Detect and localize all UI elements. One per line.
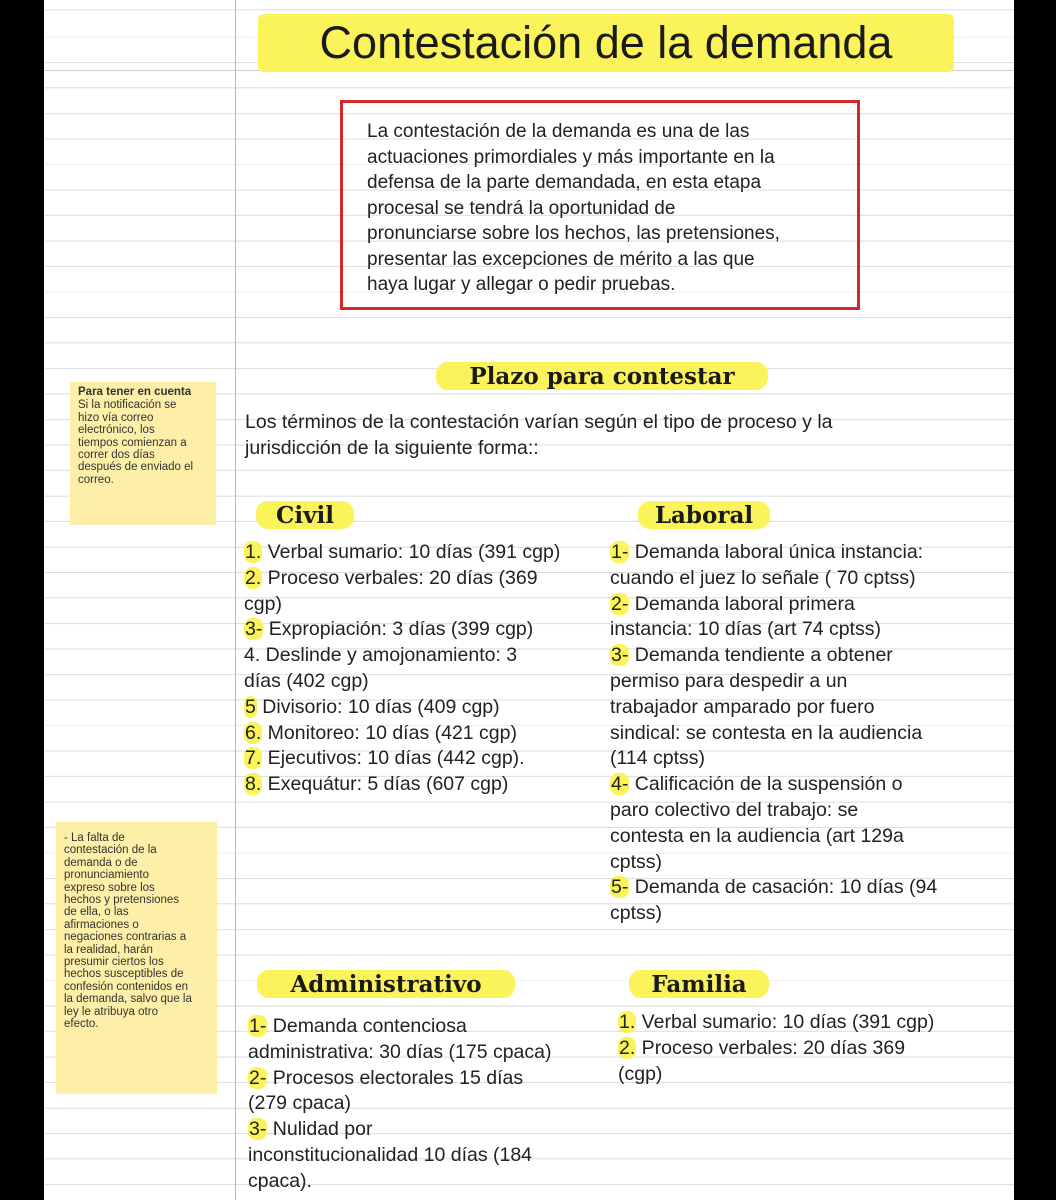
intro-line: defensa de la parte demandada, en esta etapa — [367, 172, 762, 193]
list-item — [248, 1117, 618, 1143]
item-text: Exequátur: 5 días (607 cgp) — [262, 773, 509, 796]
note-title: Para tener en cuenta — [78, 386, 192, 398]
item-text: instancia: 10 días (art 74 cptss) — [610, 618, 881, 641]
item-text: Verbal sumario: 10 días (391 cgp) — [262, 541, 561, 563]
item-text: Divisorio: 10 días (409 cgp) — [256, 695, 500, 718]
list-item — [244, 592, 614, 618]
note-line: electrónico, los — [78, 424, 155, 437]
item-text: contesta en la audiencia (art 129a — [610, 824, 904, 847]
item-text: Demanda de casación: 10 días (94 — [629, 876, 938, 899]
list-item — [248, 1040, 618, 1066]
item-number: 3- — [245, 618, 263, 641]
item-text: Expropiación: 3 días (399 cgp) — [263, 618, 534, 641]
item-number: 8. — [245, 773, 262, 796]
item-text: cgp) — [244, 592, 282, 615]
plazo-heading: Plazo para contestar — [436, 362, 768, 390]
item-text: Demanda tendiente a obtener — [629, 644, 893, 667]
notebook-page — [44, 0, 1014, 1200]
item-text: 4. Deslinde y amojonamiento: 3 — [244, 644, 518, 667]
familia-heading: Familia — [629, 970, 769, 998]
note-line: afirmaciones o — [64, 918, 139, 931]
item-text: permiso para despedir a un — [610, 669, 848, 692]
list-item — [610, 875, 1010, 901]
intro-line: actuaciones primordiales y más importante en la — [367, 146, 775, 168]
list-item — [244, 721, 614, 747]
item-text: cpaca). — [248, 1169, 312, 1192]
familia-list — [618, 1010, 1008, 1087]
list-item — [248, 1169, 618, 1195]
intro-line: presentar las excepciones de mérito a las que — [367, 248, 755, 270]
item-text: Monitoreo: 10 días (421 cgp) — [262, 721, 517, 744]
note-line: la demanda, salvo que la — [64, 993, 192, 1006]
list-item — [618, 1062, 1008, 1088]
list-item — [248, 1066, 618, 1092]
note-line: hizo vía correo — [78, 411, 154, 424]
item-text: Demanda laboral única instancia: — [629, 541, 924, 563]
intro-box — [340, 100, 860, 310]
item-number: 3- — [249, 1118, 267, 1141]
list-item — [610, 824, 1010, 850]
note-line: negaciones contrarias a — [64, 931, 187, 944]
laboral-heading: Laboral — [638, 501, 770, 529]
item-text: Ejecutivos: 10 días (442 cgp). — [262, 747, 525, 770]
list-item — [244, 540, 614, 566]
civil-heading: Civil — [256, 501, 354, 529]
item-text: Demanda contenciosa — [267, 1015, 467, 1037]
note-line: hechos susceptibles de — [64, 968, 184, 981]
intro-line: pronunciarse sobre los hechos, las pretensiones, — [367, 223, 780, 244]
item-text: Demanda laboral primera — [629, 592, 855, 615]
list-item — [610, 798, 1010, 824]
list-item — [248, 1091, 618, 1117]
margin-line — [235, 0, 236, 1200]
item-text: Calificación de la suspensión o — [629, 773, 903, 796]
note-line: confesión contenidos en — [64, 980, 189, 993]
item-number: 5 — [245, 695, 256, 718]
list-item — [244, 695, 614, 721]
item-number: 2. — [619, 1036, 636, 1059]
list-item — [610, 643, 1010, 669]
item-text: (cgp) — [618, 1062, 663, 1085]
plazo-text — [245, 410, 1005, 461]
item-text: días (402 cgp) — [244, 669, 369, 692]
list-item — [244, 772, 614, 798]
item-number: 1. — [619, 1011, 636, 1033]
item-text: paro colectivo del trabajo: se — [610, 798, 859, 821]
item-text: (279 cpaca) — [248, 1092, 351, 1115]
item-text: cuando el juez lo señale ( 70 cptss) — [610, 566, 916, 589]
page-title: Contestación de la demanda — [258, 14, 954, 72]
list-item — [610, 592, 1010, 618]
item-text: Proceso verbales: 20 días 369 — [636, 1036, 906, 1059]
list-item — [244, 746, 614, 772]
item-text: cptss) — [610, 850, 663, 873]
item-text: administrativa: 30 días (175 cpaca) — [248, 1040, 552, 1063]
note-line: Si la notificación se — [78, 399, 177, 412]
item-number: 1- — [611, 541, 629, 563]
list-item — [610, 566, 1010, 592]
note-line: después de enviado el — [78, 461, 194, 474]
item-number: 5- — [611, 876, 629, 899]
list-item — [618, 1036, 1008, 1062]
intro-line: La contestación de la demanda es una de las — [367, 121, 750, 142]
item-text: inconstitucionalidad 10 días (184 — [248, 1143, 533, 1166]
note-line: la realidad, harán — [64, 943, 153, 956]
item-text: Verbal sumario: 10 días (391 cgp) — [636, 1011, 935, 1033]
item-number: 6. — [245, 721, 262, 744]
note-line: de ella, o las — [64, 906, 129, 919]
item-text: Nulidad por — [267, 1118, 373, 1141]
note-line: presumir ciertos los — [64, 956, 164, 969]
civil-list — [244, 540, 614, 798]
list-item — [610, 901, 1010, 927]
list-item — [244, 617, 614, 643]
item-text: Proceso verbales: 20 días (369 — [262, 566, 538, 589]
item-text: cptss) — [610, 902, 663, 925]
side-note-tip — [70, 382, 216, 525]
list-item — [610, 669, 1010, 695]
administrativo-list — [248, 1014, 618, 1195]
list-item — [244, 566, 614, 592]
list-item — [248, 1014, 618, 1040]
note-line: - La falta de — [64, 832, 125, 844]
list-item — [610, 617, 1010, 643]
item-number: 4- — [611, 773, 629, 796]
item-number: 2- — [249, 1066, 267, 1089]
item-number: 1. — [245, 541, 262, 563]
laboral-list — [610, 540, 1010, 927]
item-text: trabajador amparado por fuero — [610, 695, 875, 718]
item-text: (114 cptss) — [610, 747, 706, 770]
list-item — [610, 540, 1010, 566]
note-line: pronunciamiento — [64, 869, 150, 882]
list-item — [610, 695, 1010, 721]
list-item — [244, 643, 614, 669]
side-note-falta — [56, 822, 217, 1094]
item-number: 3- — [611, 644, 629, 667]
item-text: Procesos electorales 15 días — [267, 1066, 524, 1089]
note-line: correr dos días — [78, 449, 155, 462]
list-item — [610, 746, 1010, 772]
note-line: contestación de la — [64, 844, 157, 857]
intro-line: haya lugar y allegar o pedir pruebas. — [367, 274, 676, 295]
administrativo-heading: Administrativo — [257, 970, 515, 998]
item-number: 2. — [245, 566, 262, 589]
item-number: 2- — [611, 592, 629, 615]
list-item — [618, 1010, 1008, 1036]
note-line: demanda o de — [64, 856, 138, 869]
item-number: 7. — [245, 747, 262, 770]
plazo-line: jurisdicción de la siguiente forma:: — [245, 436, 539, 459]
list-item — [610, 721, 1010, 747]
item-number: 1- — [249, 1015, 267, 1037]
list-item — [244, 669, 614, 695]
list-item — [248, 1143, 618, 1169]
note-line: ley le atribuya otro — [64, 1005, 158, 1018]
list-item — [610, 850, 1010, 876]
list-item — [610, 772, 1010, 798]
note-line: hechos y pretensiones — [64, 894, 180, 907]
note-line: correo. — [78, 473, 114, 486]
note-line: tiempos comienzan a — [78, 436, 187, 449]
note-line: efecto. — [64, 1018, 99, 1031]
intro-line: procesal se tendrá la oportunidad de — [367, 197, 676, 219]
note-line: expreso sobre los — [64, 881, 155, 894]
plazo-line: Los términos de la contestación varían según el tipo de proceso y la — [245, 411, 833, 433]
item-text: sindical: se contesta en la audiencia — [610, 721, 923, 744]
